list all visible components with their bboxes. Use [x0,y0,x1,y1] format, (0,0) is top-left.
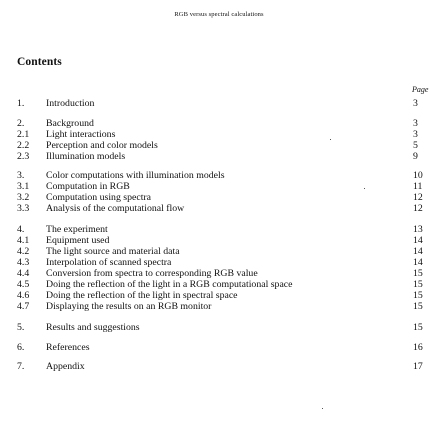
toc-entry-title: Doing the reflection of the light in spectral space [46,290,238,301]
toc-entry-title: References [46,342,90,353]
toc-entry-page: 12 [413,192,423,203]
toc-entry-page: 10 [413,170,423,181]
toc-entry [17,181,435,192]
contents-heading: Contents [17,56,62,68]
toc-entry-number: 3.3 [17,203,30,214]
toc-entry-page: 14 [413,257,423,268]
toc-entry-page: 15 [413,301,423,312]
toc-entry [17,129,435,140]
toc-entry-number: 7. [17,361,25,372]
toc-entry [17,224,435,235]
toc-entry [17,257,435,268]
toc-entry-page: 16 [413,342,423,353]
toc-entry [17,170,435,181]
toc-entry [17,235,435,246]
toc-entry-page: 9 [413,151,418,162]
toc-entry [17,192,435,203]
toc-entry-number: 2.2 [17,140,30,151]
toc-entry-number: 6. [17,342,25,353]
toc-entry-page: 3 [413,98,418,109]
page-column-label: Page [412,85,429,94]
toc-entry-title: Light interactions [46,129,116,140]
toc-entry-page: 14 [413,246,423,257]
scan-speck [330,139,331,140]
toc-entry-page: 3 [413,118,418,129]
toc-entry-number: 2.3 [17,151,30,162]
toc-entry [17,279,435,290]
toc-entry-title: Computation in RGB [46,181,130,192]
scan-speck [364,188,365,189]
running-header: RGB versus spectral calculations [174,11,264,18]
toc-entry-title: Background [46,118,94,129]
toc-entry-title: Illumination models [46,151,126,162]
toc-entry-title: Analysis of the computational flow [46,203,185,214]
toc-entry-number: 4.7 [17,301,30,312]
toc-entry-page: 15 [413,290,423,301]
toc-entry-title: Conversion from spectra to corresponding RGB value [46,268,258,279]
toc-entry-number: 4.5 [17,279,30,290]
toc-entry [17,322,435,333]
toc-entry-number: 1. [17,98,25,109]
toc-entry-title: Interpolation of scanned spectra [46,257,172,268]
scan-speck [322,408,323,409]
toc-entry-number: 4.1 [17,235,30,246]
toc-entry-number: 4. [17,224,25,235]
toc-entry-title: Computation using spectra [46,192,152,203]
toc-entry-title: Results and suggestions [46,322,140,333]
toc-entry [17,290,435,301]
toc-entry [17,361,435,372]
toc-entry [17,98,435,109]
toc-entry-title: Doing the reflection of the light in a RGB computational space [46,279,293,290]
toc-entry [17,301,435,312]
toc-entry [17,268,435,279]
toc-entry-title: Equipment used [46,235,110,246]
toc-entry-number: 3. [17,170,25,181]
toc-entry-page: 3 [413,129,418,140]
toc-entry-page: 5 [413,140,418,151]
toc-entry-title: The light source and material data [46,246,180,257]
toc-entry-number: 4.2 [17,246,30,257]
toc-entry-title: The experiment [46,224,108,235]
toc-entry-title: Color computations with illumination models [46,170,225,181]
toc-entry-page: 14 [413,235,423,246]
toc-entry-page: 15 [413,279,423,290]
toc-entry-number: 4.6 [17,290,30,301]
toc-entry-number: 5. [17,322,25,333]
toc-entry-page: 15 [413,268,423,279]
toc-entry-number: 4.3 [17,257,30,268]
toc-entry-page: 17 [413,361,423,372]
toc-entry-title: Appendix [46,361,85,372]
toc-entry-page: 15 [413,322,423,333]
toc-entry-title: Perception and color models [46,140,158,151]
toc-entry [17,140,435,151]
toc-entry [17,246,435,257]
toc-entry-page: 11 [413,181,423,192]
toc-entry-title: Introduction [46,98,95,109]
toc-entry-title: Displaying the results on an RGB monitor [46,301,212,312]
toc-entry [17,203,435,214]
toc-entry-page: 13 [413,224,423,235]
toc-entry [17,151,435,162]
toc-entry-page: 12 [413,203,423,214]
toc-entry-number: 2. [17,118,25,129]
toc-entry-number: 2.1 [17,129,30,140]
toc-entry [17,342,435,353]
toc-entry-number: 3.2 [17,192,30,203]
toc-entry-number: 3.1 [17,181,30,192]
toc-entry-number: 4.4 [17,268,30,279]
toc-entry [17,118,435,129]
